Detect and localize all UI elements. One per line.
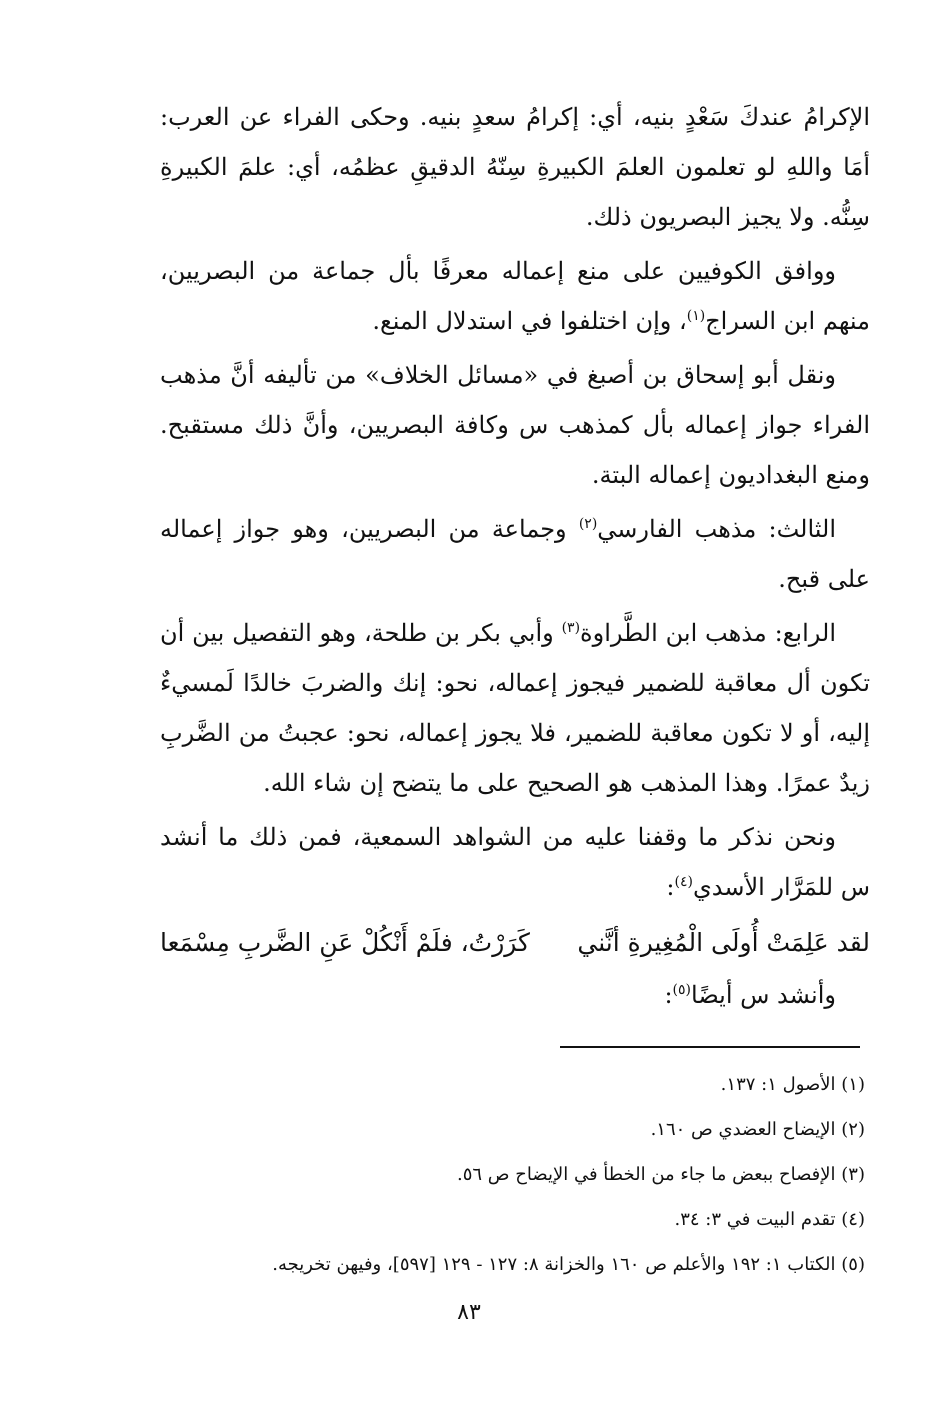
footnotes bbox=[120, 1062, 865, 1287]
paragraph-6 bbox=[160, 812, 870, 912]
footnote-ref-1: (١) bbox=[686, 308, 706, 324]
footnote-ref-4: (٤) bbox=[674, 874, 693, 890]
paragraph-text: ووافق الكوفيين على منع إعماله معرفًا بأل جماعة من البصريين، منهم ابن السراج bbox=[160, 257, 870, 335]
footnote-2: (٢) الإيضاح العضدي ص ١٦٠. bbox=[650, 1119, 865, 1140]
paragraph-3 bbox=[160, 350, 870, 500]
poem-verse bbox=[160, 916, 870, 970]
paragraph-text: الرابع: مذهب ابن الطَّراوة bbox=[580, 619, 836, 647]
paragraph-text: وأبي بكر بن طلحة، وهو التفصيل بين أن تكون أل معاقبة للضمير فيجوز إعماله، نحو: إنك والضربَ خالدًا لَمسيءٌ إليه، أو لا تكون معاقبة للضمير، فلا يجوز إعماله، نحو: عجبتُ من الضَّربِ زيدٌ عمرًا. وهذا المذهب هو الصحيح على ما يتضح إن شاء الله. bbox=[160, 619, 871, 797]
paragraph-text: : bbox=[666, 873, 675, 901]
paragraph-5 bbox=[160, 608, 870, 808]
paragraph-text: الإكرامُ عندكَ سَعْدٍ بنيه، أي: إكرامُ سعدٍ بنيه. وحكى الفراء عن العرب: أمَا واللهِ لو تعلمون العلمَ الكبيرةِ سِنّهُ الدقيقِ عظمُه، أي: علمَ الكبيرةِ سِنُّه. ولا يجيز البصريون ذلك. bbox=[160, 103, 871, 231]
footnote-ref-5: (٥) bbox=[672, 982, 692, 998]
paragraph-text: وأنشد س أيضًا bbox=[691, 981, 836, 1009]
paragraph-text: ونحن نذكر ما وقفنا عليه من الشواهد السمعية، فمن ذلك ما أنشد س للمَرَّار الأسدي bbox=[160, 823, 870, 901]
footnote-separator bbox=[560, 1046, 860, 1048]
footnote-ref-2: (٢) bbox=[578, 516, 598, 532]
paragraph-text: وجماعة من البصريين، وهو جواز إعماله على قبح. bbox=[160, 515, 870, 593]
paragraph-text: : bbox=[664, 981, 673, 1009]
footnote-4: (٤) تقدم البيت في ٣: ٣٤. bbox=[674, 1209, 865, 1230]
poem-second-hemistich: كَرَرْتُ، فلَمْ أَنْكُلْ عَنِ الضَّربِ مِسْمَعا bbox=[160, 928, 530, 957]
footnote-5: (٥) الكتاب ١: ١٩٢ والأعلم ص ١٦٠ والخزانة ٨: ١٢٧ - ١٢٩ [٥٩٧]، وفيهن تخريجه. bbox=[272, 1254, 865, 1275]
main-text-body bbox=[160, 92, 870, 1020]
paragraph-4 bbox=[160, 504, 870, 604]
paragraph-text: الثالث: مذهب الفارسي bbox=[597, 515, 837, 543]
paragraph-1 bbox=[160, 92, 870, 242]
paragraph-text: ونقل أبو إسحاق بن أصبغ في «مسائل الخلاف» من تأليفه أنَّ مذهب الفراء جواز إعماله بأل كمذهب س وكافة البصريين، وأنَّ ذلك مستقبح. ومنع البغداديون إعماله البتة. bbox=[160, 361, 870, 489]
paragraph-after-poem bbox=[160, 970, 870, 1020]
footnote-3: (٣) الإفصاح ببعض ما جاء من الخطأ في الإيضاح ص ٥٦. bbox=[456, 1164, 865, 1185]
poem-first-hemistich: لقد عَلِمَتْ أُولَى الْمُغِيرةِ أنَّني bbox=[577, 928, 870, 957]
paragraph-2 bbox=[160, 246, 870, 346]
page-number: ٨٣ bbox=[457, 1300, 481, 1325]
footnote-1: (١) الأصول ١: ١٣٧. bbox=[720, 1074, 865, 1095]
paragraph-text: ، وإن اختلفوا في استدلال المنع. bbox=[372, 307, 687, 335]
footnote-ref-3: (٣) bbox=[561, 620, 581, 636]
